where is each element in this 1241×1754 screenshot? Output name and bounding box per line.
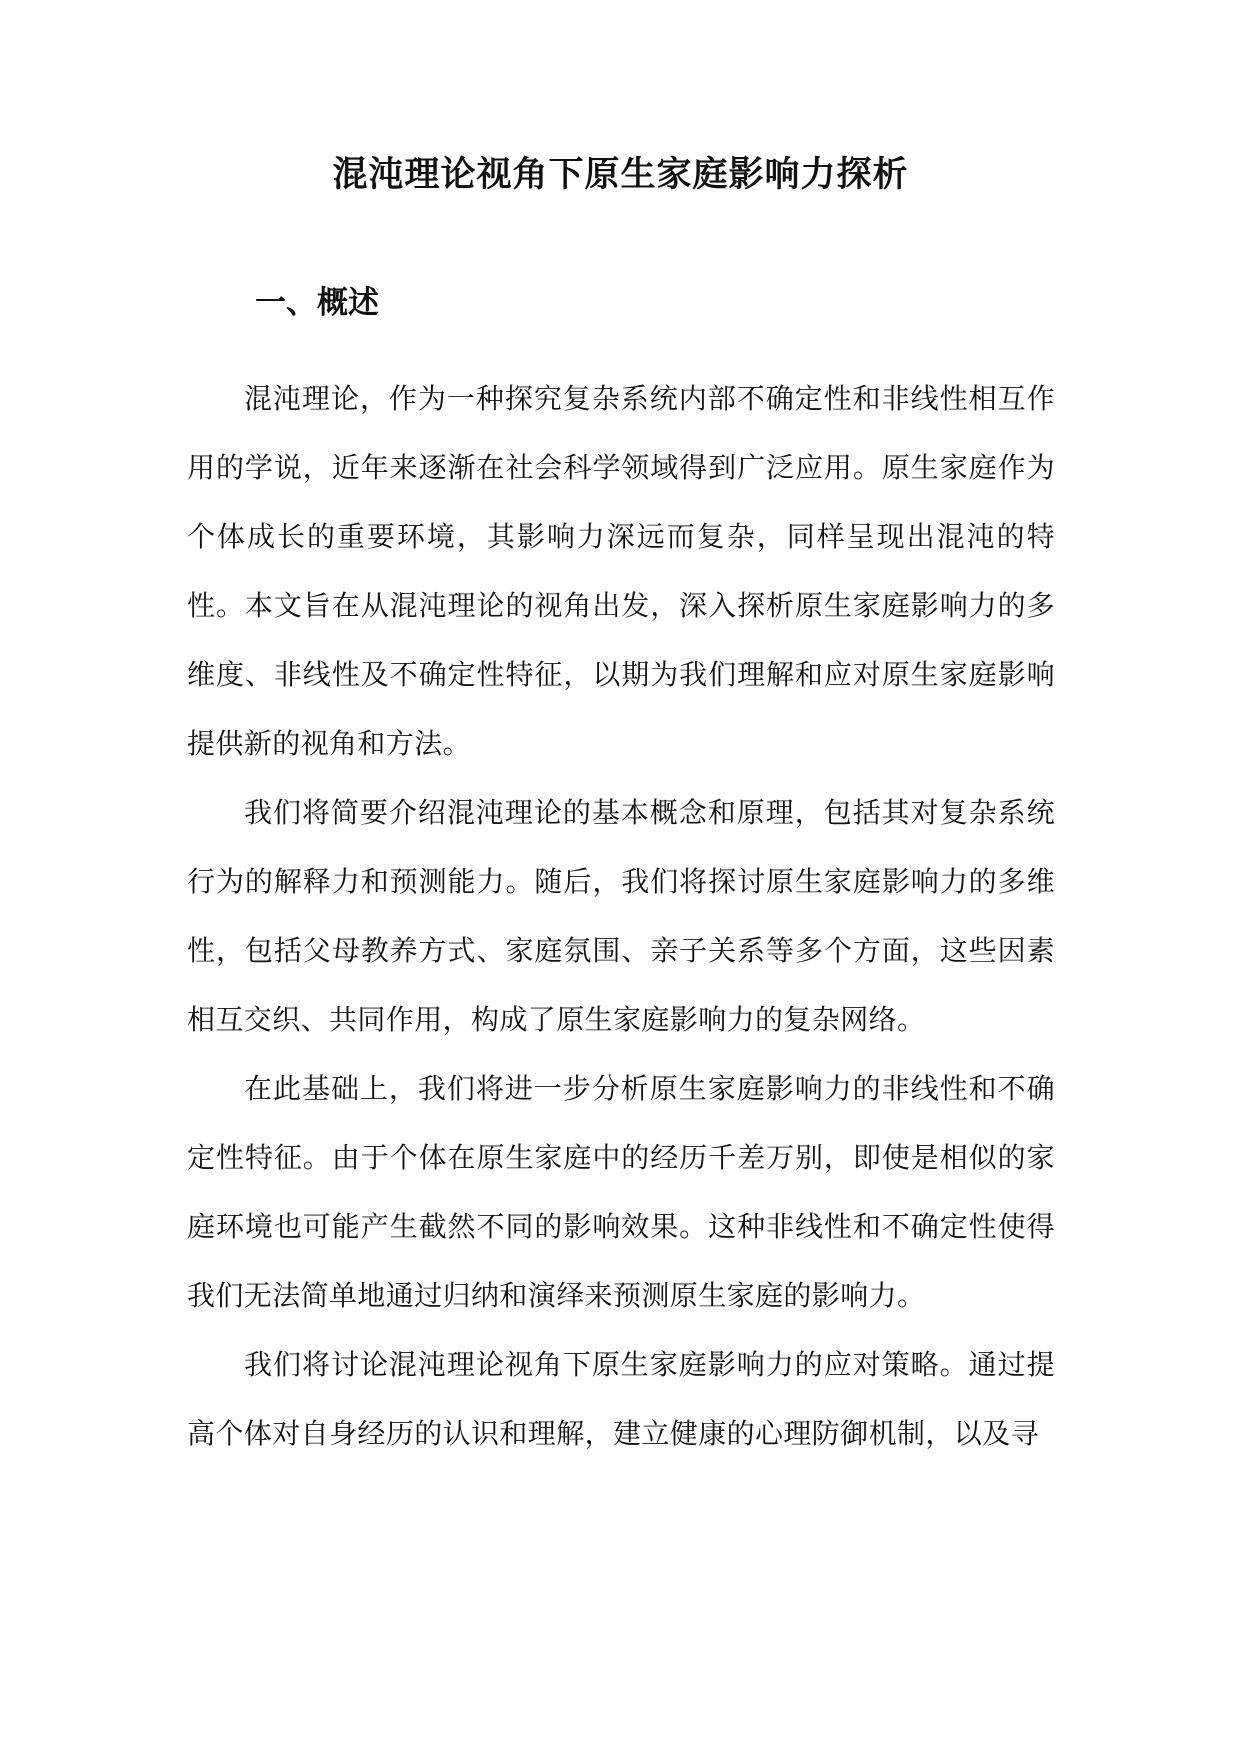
section-heading: 一、概述 xyxy=(255,285,379,321)
paragraph: 在此基础上，我们将进一步分析原生家庭影响力的非线性和不确定性特征。由于个体在原生家庭中的经历千差万别，即使是相似的家庭环境也可能产生截然不同的影响效果。这种非线性和不确定性使得我们无法简单地通过归纳和演绎来预测原生家庭的影响力。 xyxy=(187,1072,1055,1312)
document-body xyxy=(187,364,1055,1468)
document-title: 混沌理论视角下原生家庭影响力探析 xyxy=(332,154,909,195)
paragraph: 混沌理论，作为一种探究复杂系统内部不确定性和非线性相互作用的学说，近年来逐渐在社会科学领域得到广泛应用。原生家庭作为个体成长的重要环境，其影响力深远而复杂，同样呈现出混沌的特性。本文旨在从混沌理论的视角出发，深入探析原生家庭影响力的多维度、非线性及不确定性特征，以期为我们理解和应对原生家庭影响提供新的视角和方法。 xyxy=(187,382,1055,760)
paragraph: 我们将讨论混沌理论视角下原生家庭影响力的应对策略。通过提高个体对自身经历的认识和理解，建立健康的心理防御机制，以及寻 xyxy=(187,1348,1055,1450)
paragraph: 我们将简要介绍混沌理论的基本概念和原理，包括其对复杂系统行为的解释力和预测能力。随后，我们将探讨原生家庭影响力的多维性，包括父母教养方式、家庭氛围、亲子关系等多个方面，这些因素相互交织、共同作用，构成了原生家庭影响力的复杂网络。 xyxy=(187,796,1055,1036)
